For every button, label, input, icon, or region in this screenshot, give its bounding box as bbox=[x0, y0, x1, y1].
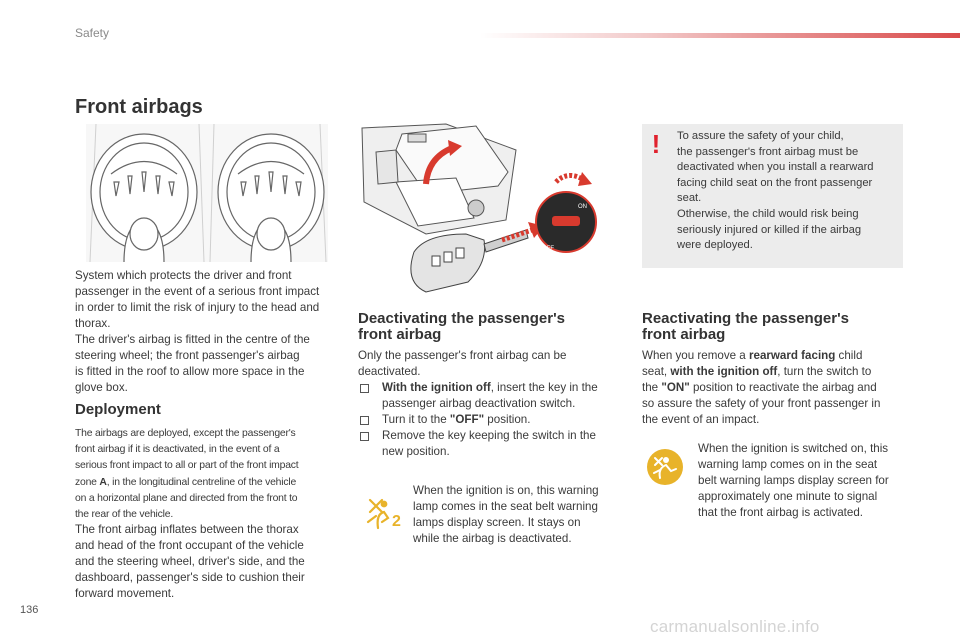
checkbox-bullet-icon bbox=[360, 432, 369, 441]
passenger-airbag-off-lamp-icon bbox=[362, 494, 404, 530]
deactivating-heading: Deactivating the passenger's front airbag bbox=[358, 310, 565, 343]
svg-text:2: 2 bbox=[392, 513, 401, 530]
checkbox-bullet-icon bbox=[360, 384, 369, 393]
passenger-airbag-on-lamp-icon bbox=[646, 448, 684, 486]
watermark: carmanualsonline.info bbox=[650, 617, 820, 636]
checkbox-bullet-icon bbox=[360, 416, 369, 425]
zone-letter: A bbox=[99, 476, 107, 488]
warning-text: To assure the safety of your child, the passenger's front airbag must be deactivated when you install a rearward facing child seat on the front passenger seat. Otherwise, the child would risk being seriously injured or killed if the airbag were deployed. bbox=[677, 130, 874, 252]
header-accent-bar bbox=[480, 33, 960, 38]
deployment-inflation-text: The front airbag inflates between the thorax and head of the front occupant of the vehicle and the steering wheel, driver's side, and the dashboard, passenger's side to cushion their forward movement. bbox=[75, 523, 305, 600]
warning-exclamation-icon: ! bbox=[651, 129, 661, 159]
deactivating-steps bbox=[358, 380, 620, 460]
activated-lamp-text: When the ignition is switched on, this warning lamp comes on in the seat belt warning lamps display screen for approximately one minute to signal that the front airbag is activated. bbox=[698, 442, 889, 519]
child-seat-warning-box bbox=[642, 124, 903, 268]
deployment-description: The airbags are deployed, except the passenger's front airbag if it is deactivated, in the event of a serious front impact to all or part of the front impact zone A, in the longitudinal centreline of the vehicle on a horizontal plane and directed from the front to the rear of the vehicle. bbox=[75, 428, 299, 521]
step-item: With the ignition off, insert the key in the passenger airbag deactivation switch. bbox=[358, 380, 620, 412]
deactivated-lamp-text: When the ignition is on, this warning lamp comes in the seat belt warning lamps display screen. It stays on while the airbag is deactivated. bbox=[413, 484, 599, 545]
reactivating-heading: Reactivating the passenger's front airbag bbox=[642, 310, 849, 343]
deployment-heading: Deployment bbox=[75, 401, 161, 418]
deactivating-intro: Only the passenger's front airbag can be deactivated. bbox=[358, 349, 567, 378]
step-item: Remove the key keeping the switch in the new position. bbox=[358, 428, 620, 460]
page-title: Front airbags bbox=[75, 96, 203, 118]
intro-paragraph: System which protects the driver and front passenger in the event of a serious front impact in order to limit the risk of injury to the head and thorax. The driver's airbag is fitted in the centre of the steering wheel; the front passenger's airbag is fitted in the roof to allow more space in the glove box. bbox=[75, 269, 320, 394]
page-number: 136 bbox=[20, 604, 39, 616]
step-item: Turn it to the "OFF" position. bbox=[358, 412, 620, 428]
section-label: Safety bbox=[75, 26, 110, 40]
switch-off-label: OFF bbox=[542, 246, 554, 252]
airbag-illustration bbox=[84, 124, 330, 262]
deactivation-switch-illustration bbox=[356, 122, 604, 304]
switch-on-label: ON bbox=[578, 204, 587, 210]
reactivating-text: When you remove a rearward facing child seat, with the ignition off, turn the switch to the "ON" position to reactivate the airbag and so assure the safety of your front passenger in the event of an impact. bbox=[642, 349, 881, 426]
